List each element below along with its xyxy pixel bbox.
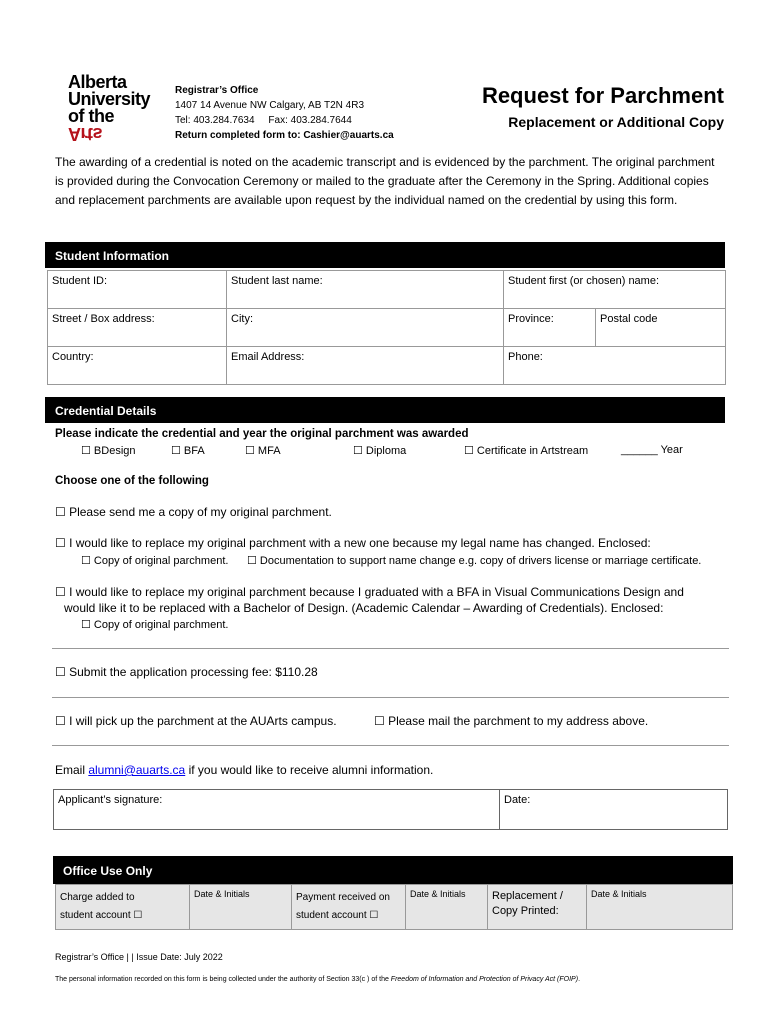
payment-label-1: Payment received on bbox=[296, 892, 390, 903]
registrar-name: Registrar’s Office bbox=[175, 85, 259, 96]
option-diploma[interactable]: ☐ Diploma bbox=[353, 445, 407, 457]
last-name-field[interactable]: Student last name: bbox=[227, 271, 504, 309]
form-title bbox=[482, 82, 724, 130]
date-initials-2: Date & Initials bbox=[406, 885, 488, 930]
office-use-header: Office Use Only bbox=[53, 856, 733, 884]
privacy-notice bbox=[55, 976, 580, 983]
bfa-replace-option-line2: would like it to be replaced with a Bachelor of Design. (Academic Calendar – Awarding of Credentials). Enclosed: bbox=[64, 601, 664, 615]
replacement-label-1: Replacement / bbox=[492, 890, 563, 902]
replacement-cell bbox=[488, 885, 587, 930]
fee-option[interactable]: ☐ Submit the application processing fee: $110.28 bbox=[55, 665, 318, 679]
alumni-suffix: if you would like to receive alumni information. bbox=[185, 763, 434, 777]
logo-line-1: Alberta bbox=[68, 72, 127, 92]
alumni-line bbox=[55, 763, 433, 777]
logo-line-2: University bbox=[68, 89, 151, 109]
country-field[interactable]: Country: bbox=[48, 347, 227, 385]
privacy-act: Freedom of Information and Protection of Privacy Act (FOIP) bbox=[390, 976, 579, 983]
student-info-table bbox=[47, 270, 726, 385]
year-field[interactable]: ______ Year bbox=[621, 444, 683, 456]
logo-line-4: Arts bbox=[68, 124, 103, 144]
date-initials-3: Date & Initials bbox=[587, 885, 733, 930]
alumni-email-link[interactable]: alumni@auarts.ca bbox=[88, 763, 186, 777]
intro-paragraph: The awarding of a credential is noted on the academic transcript and is evidenced by the parchment. The original parchment is provided during the Convocation Ceremony or mailed to the graduate after the Ceremony in the Spring. Additional copies and replacement parchments are available upon request by the individual named on the credential by using this form. bbox=[55, 155, 715, 207]
name-copy-enclosed[interactable]: ☐ Copy of original parchment. bbox=[81, 555, 229, 567]
credential-instruction: Please indicate the credential and year the original parchment was awarded bbox=[55, 428, 469, 440]
charge-label-2[interactable]: student account ☐ bbox=[60, 910, 143, 921]
email-field[interactable]: Email Address: bbox=[227, 347, 504, 385]
charge-cell bbox=[56, 885, 190, 930]
signature-table bbox=[53, 789, 728, 830]
send-copy-option[interactable]: ☐ Please send me a copy of my original parchment. bbox=[55, 505, 332, 519]
student-id-field[interactable]: Student ID: bbox=[48, 271, 227, 309]
replacement-label-2: Copy Printed: bbox=[492, 905, 559, 917]
office-use-table bbox=[55, 884, 733, 930]
option-certificate-artstream[interactable]: ☐ Certificate in Artstream bbox=[464, 445, 589, 457]
province-field[interactable]: Province: bbox=[504, 309, 596, 347]
registrar-info bbox=[175, 83, 394, 143]
payment-label-2[interactable]: student account ☐ bbox=[296, 910, 379, 921]
credential-header: Credential Details bbox=[45, 397, 725, 423]
option-mfa[interactable]: ☐ MFA bbox=[245, 445, 281, 457]
choose-header: Choose one of the following bbox=[55, 475, 209, 487]
street-field[interactable]: Street / Box address: bbox=[48, 309, 227, 347]
title-sub: Replacement or Additional Copy bbox=[508, 114, 724, 130]
city-field[interactable]: City: bbox=[227, 309, 504, 347]
first-name-field[interactable]: Student first (or chosen) name: bbox=[504, 271, 726, 309]
alumni-prefix: Email bbox=[55, 763, 89, 777]
phone-field[interactable]: Phone: bbox=[504, 347, 726, 385]
date-field[interactable]: Date: bbox=[500, 790, 728, 830]
bfa-copy-enclosed[interactable]: ☐ Copy of original parchment. bbox=[81, 619, 229, 631]
registrar-return: Return completed form to: Cashier@auarts.ca bbox=[175, 130, 394, 141]
divider-3 bbox=[52, 745, 729, 746]
university-logo bbox=[68, 74, 150, 142]
issue-date: Registrar’s Office | | Issue Date: July 2022 bbox=[55, 952, 223, 962]
payment-cell bbox=[292, 885, 406, 930]
title-main: Request for Parchment bbox=[481, 83, 724, 108]
option-bdesign[interactable]: ☐ BDesign bbox=[81, 445, 136, 457]
legal-name-option[interactable]: ☐ I would like to replace my original parchment with a new one because my legal name has changed. Enclosed: bbox=[55, 536, 651, 550]
divider-2 bbox=[52, 697, 729, 698]
logo-line-3: of the bbox=[68, 106, 114, 126]
registrar-address: 1407 14 Avenue NW Calgary, AB T2N 4R3 bbox=[175, 100, 364, 111]
option-bfa[interactable]: ☐ BFA bbox=[171, 445, 205, 457]
postal-code-field[interactable]: Postal code bbox=[596, 309, 726, 347]
divider-1 bbox=[52, 648, 729, 649]
privacy-pre: The personal information recorded on this form is being collected under the authority of Section 33(c ) of the bbox=[55, 976, 391, 983]
date-initials-1: Date & Initials bbox=[190, 885, 292, 930]
charge-label-1: Charge added to bbox=[60, 892, 135, 903]
pickup-option[interactable]: ☐ I will pick up the parchment at the AUArts campus. bbox=[55, 714, 337, 728]
name-docs-enclosed[interactable]: ☐ Documentation to support name change e.g. copy of drivers license or marriage certificate. bbox=[247, 555, 702, 567]
bfa-replace-option[interactable]: ☐ I would like to replace my original parchment because I graduated with a BFA in Visual Communications Design and bbox=[55, 585, 684, 599]
student-info-header: Student Information bbox=[45, 242, 725, 268]
privacy-post: . bbox=[578, 976, 581, 983]
signature-field[interactable]: Applicant’s signature: bbox=[54, 790, 500, 830]
registrar-phone: Tel: 403.284.7634 Fax: 403.284.7644 bbox=[175, 115, 352, 126]
mail-option[interactable]: ☐ Please mail the parchment to my address above. bbox=[374, 714, 649, 728]
